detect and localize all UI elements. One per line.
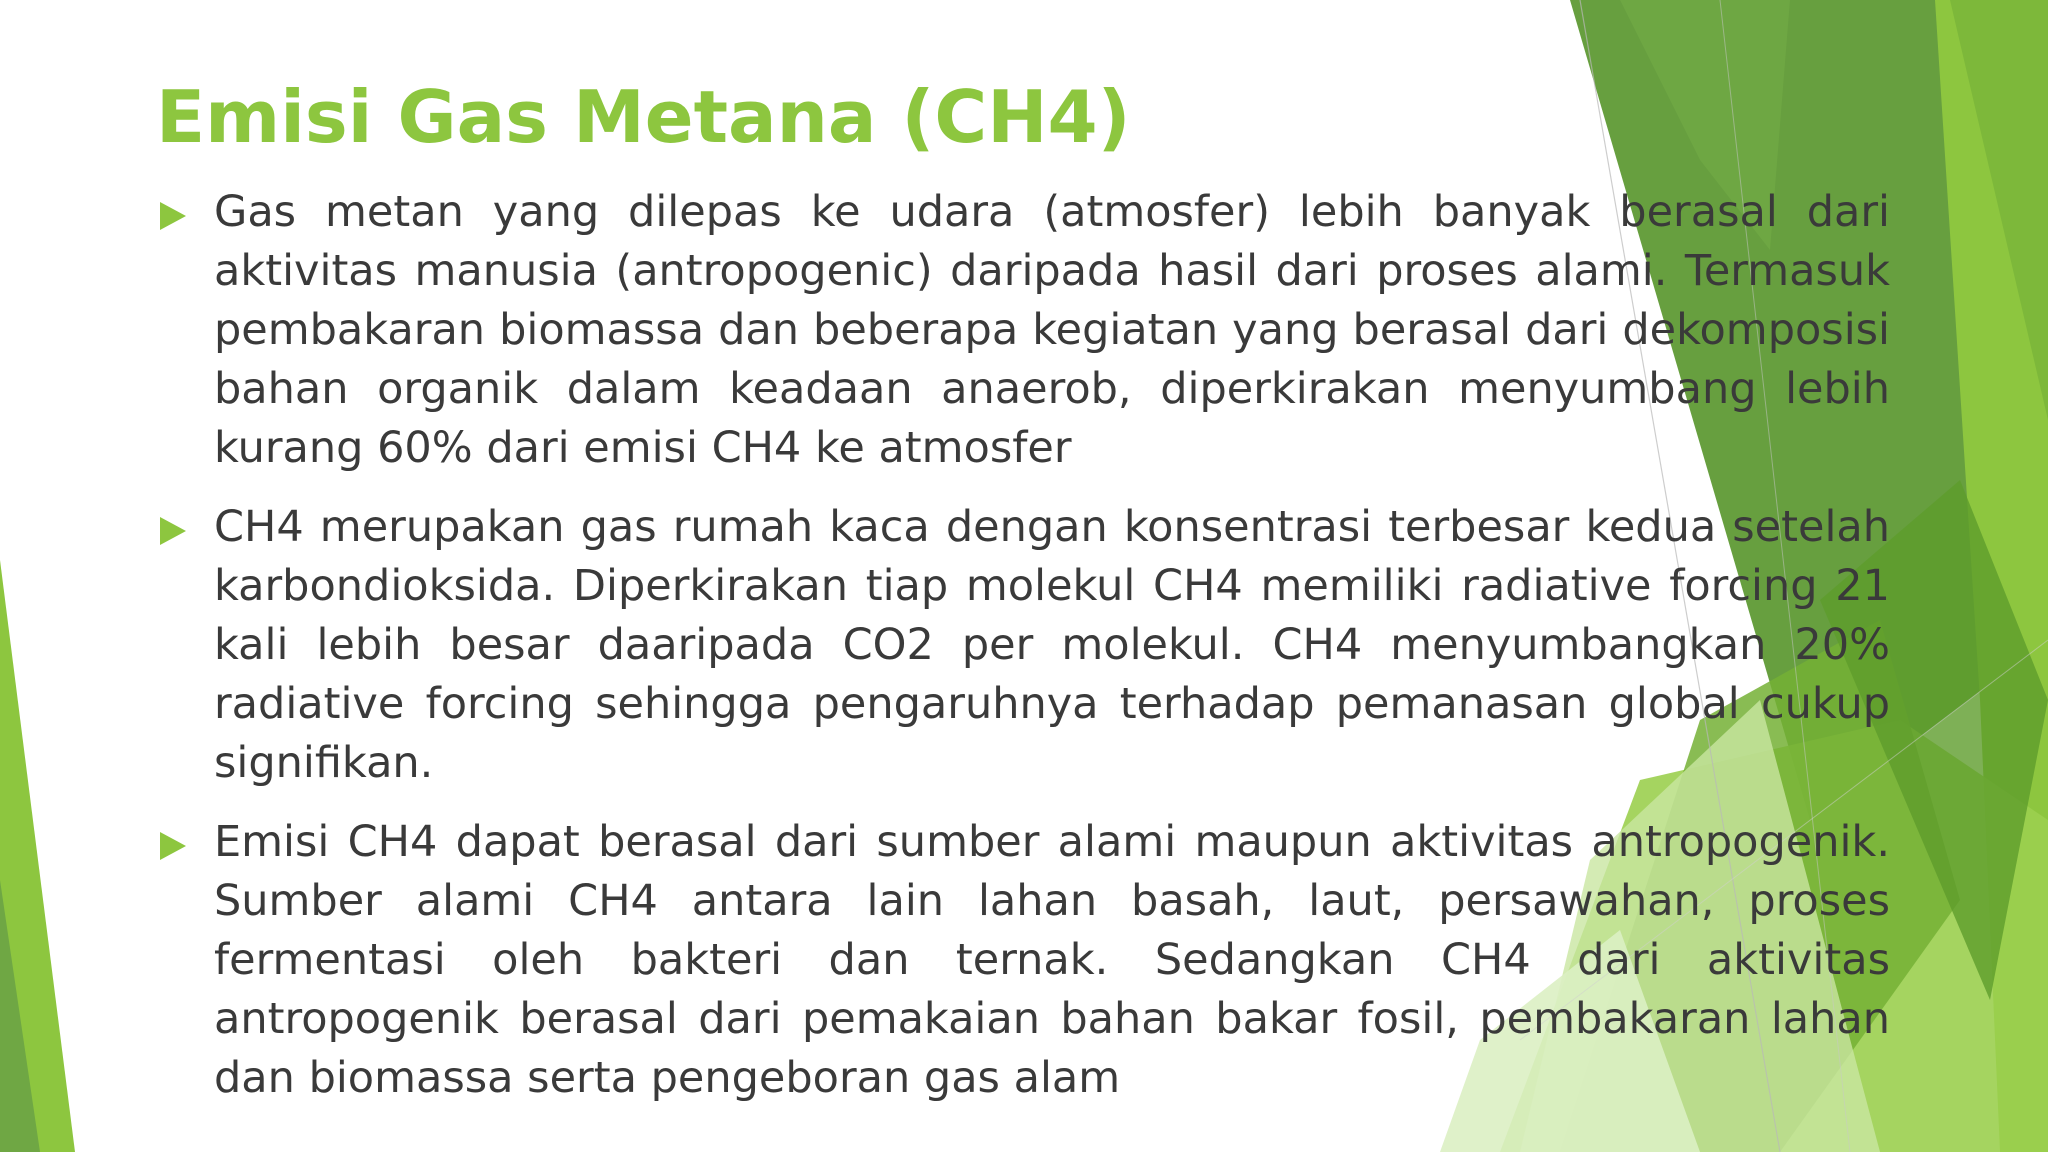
- bullet-text: Gas metan yang dilepas ke udara (atmosfer) lebih banyak berasal dari aktivitas manusia (antropogenic) daripada hasil dari proses alami. Termasuk pembakaran biomassa dan beberapa kegiatan yang berasal dari dekomposisi bahan organik dalam keadaan anaerob, diperkirakan menyumbang lebih kurang 60% dari emisi CH4 ke atmosfer: [214, 187, 1890, 473]
- bullet-list: [156, 183, 1890, 1128]
- triangle-right-icon: [160, 517, 186, 545]
- bullet-text: Emisi CH4 dapat berasal dari sumber alami maupun aktivitas antropogenik. Sumber alami CH4 antara lain lahan basah, laut, persawahan, proses fermentasi oleh bakteri dan ternak. Sedangkan CH4 dari aktivitas antropogenik berasal dari pemakaian bahan bakar fosil, pembakaran lahan dan biomassa serta pengeboran gas alam: [214, 817, 1890, 1103]
- bullet-text: CH4 merupakan gas rumah kaca dengan konsentrasi terbesar kedua setelah karbondioksida. Diperkirakan tiap molekul CH4 memiliki radiative forcing 21 kali lebih besar daaripada CO2 per molekul. CH4 menyumbangkan 20% radiative forcing sehingga pengaruhnya terhadap pemanasan global cukup signifikan.: [214, 502, 1890, 788]
- triangle-right-icon: [160, 202, 186, 230]
- triangle-right-icon: [160, 832, 186, 860]
- list-item: [156, 498, 1890, 793]
- list-item: [156, 813, 1890, 1108]
- list-item: [156, 183, 1890, 478]
- slide-title: Emisi Gas Metana (CH4): [156, 75, 1131, 159]
